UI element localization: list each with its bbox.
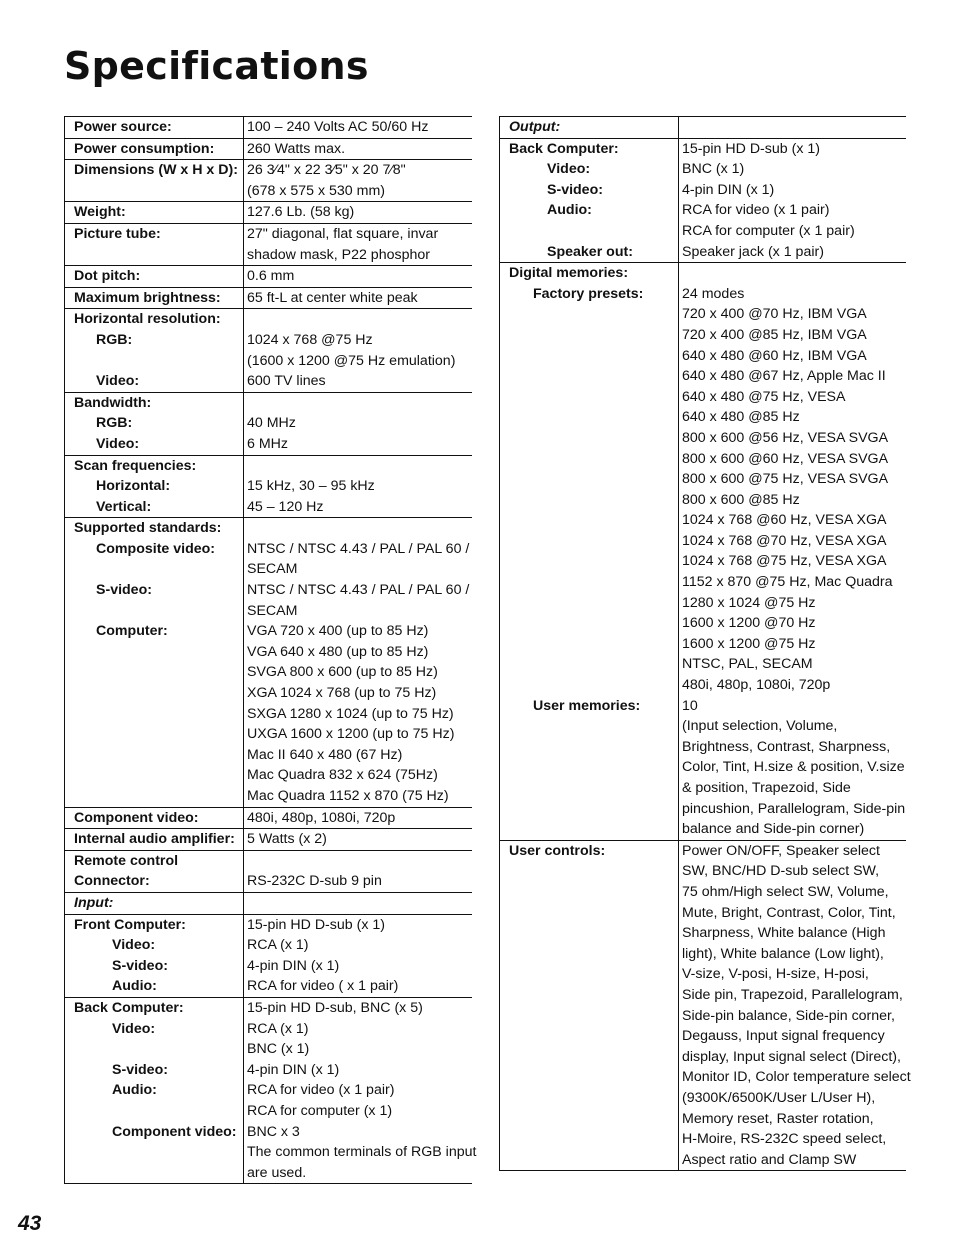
spec-value: 100 – 240 Volts AC 50/60 Hz	[247, 119, 429, 135]
spec-scan-frequencies	[64, 455, 472, 518]
spec-label: Front Computer:	[74, 916, 186, 933]
spec-value: (1600 x 1200 @75 Hz emulation)	[247, 352, 456, 369]
spec-sublabel: Speaker out:	[547, 243, 633, 260]
spec-value: VGA 720 x 400 (up to 85 Hz)	[247, 623, 429, 640]
spec-value: The common terminals of RGB input	[247, 1144, 477, 1161]
spec-label: Dot pitch:	[74, 268, 141, 285]
spec-value: 127.6 Lb. (58 kg)	[247, 204, 355, 221]
spec-sublabel: RGB:	[96, 415, 133, 432]
spec-value: 6 MHz	[247, 435, 288, 452]
spec-component-video	[64, 807, 472, 829]
spec-sublabel: S-video:	[547, 181, 603, 198]
spec-label: Horizontal resolution:	[74, 311, 221, 328]
spec-sublabel: Video:	[112, 937, 156, 954]
spec-value: NTSC / NTSC 4.43 / PAL / PAL 60 /	[247, 582, 470, 599]
spec-value: Mac II 640 x 480 (67 Hz)	[247, 746, 403, 763]
spec-value: XGA 1024 x 768 (up to 75 Hz)	[247, 685, 437, 702]
spec-sublabel: S-video:	[112, 957, 168, 974]
spec-value: 5 Watts (x 2)	[247, 831, 327, 848]
spec-value: 1280 x 1024 @75 Hz	[682, 594, 816, 611]
spec-value: 65 ft-L at center white peak	[247, 289, 418, 306]
spec-value: 480i, 480p, 1080i, 720p	[682, 677, 831, 694]
spec-value: SECAM	[247, 561, 298, 578]
spec-value: VGA 640 x 480 (up to 85 Hz)	[247, 643, 429, 660]
spec-sublabel: Audio:	[112, 978, 157, 995]
spec-value: Memory reset, Raster rotation,	[682, 1110, 874, 1127]
spec-value: 1024 x 768 @60 Hz, VESA XGA	[682, 512, 887, 529]
spec-value: Side pin, Trapezoid, Parallelogram,	[682, 986, 903, 1003]
spec-sublabel: RGB:	[96, 331, 133, 348]
spec-value: 260 Watts max.	[247, 140, 346, 157]
page-number: 43	[18, 1212, 42, 1235]
spec-value: 75 ohm/High select SW, Volume,	[682, 883, 889, 900]
spec-value: 4-pin DIN (x 1)	[247, 957, 340, 974]
spec-value: 24 modes	[682, 285, 745, 302]
spec-value: NTSC, PAL, SECAM	[682, 656, 813, 673]
spec-value: (Input selection, Volume,	[682, 718, 838, 735]
spec-front-computer	[64, 914, 472, 997]
spec-user-controls	[499, 840, 911, 1172]
spec-label: Remote control	[74, 852, 179, 869]
section-heading: Input:	[74, 894, 114, 911]
spec-value: 1152 x 870 @75 Hz, Mac Quadra	[682, 574, 893, 591]
spec-value: 600 TV lines	[247, 373, 326, 390]
spec-label: Weight:	[74, 204, 126, 221]
spec-value: UXGA 1600 x 1200 (up to 75 Hz)	[247, 726, 455, 743]
spec-value: Monitor ID, Color temperature select	[682, 1069, 911, 1086]
spec-power-consumption	[64, 138, 472, 160]
spec-sublabel: Computer:	[96, 623, 168, 640]
spec-sublabel: Factory presets:	[533, 285, 644, 302]
spec-supported-standards	[64, 517, 472, 806]
spec-internal-audio	[64, 828, 472, 850]
spec-label: Maximum brightness:	[74, 289, 221, 306]
spec-value: Power ON/OFF, Speaker select	[682, 842, 880, 859]
spec-value: 640 x 480 @75 Hz, VESA	[682, 388, 846, 405]
spec-value: 480i, 480p, 1080i, 720p	[247, 809, 396, 826]
spec-value: light), White balance (Low light),	[682, 945, 884, 962]
spec-value: 1600 x 1200 @75 Hz	[682, 635, 816, 652]
spec-value: RCA for computer (x 1)	[247, 1102, 393, 1119]
spec-value: 800 x 600 @60 Hz, VESA SVGA	[682, 450, 889, 467]
spec-label: Dimensions (W x H x D):	[74, 162, 238, 179]
spec-value: BNC x 3	[247, 1123, 300, 1140]
spec-label: Back Computer:	[74, 999, 184, 1016]
spec-label: Connector:	[74, 873, 150, 890]
spec-value: Side-pin balance, Side-pin corner,	[682, 1007, 895, 1024]
spec-value: shadow mask, P22 phosphor	[247, 246, 430, 263]
spec-sublabel: Video:	[96, 373, 140, 390]
spec-value: 4-pin DIN (x 1)	[247, 1061, 340, 1078]
spec-value: Color, Tint, H.size & position, V.size	[682, 759, 905, 776]
spec-label: Back Computer:	[509, 140, 619, 157]
spec-value: display, Input signal select (Direct),	[682, 1048, 901, 1065]
spec-value: BNC (x 1)	[247, 1041, 310, 1058]
spec-value: SW, BNC/HD D-sub select SW,	[682, 863, 880, 880]
spec-dot-pitch	[64, 265, 472, 287]
spec-table-right	[499, 116, 911, 1171]
spec-value: pincushion, Parallelogram, Side-pin	[682, 800, 906, 817]
spec-value: Brightness, Contrast, Sharpness,	[682, 738, 891, 755]
spec-value: 40 MHz	[247, 415, 296, 432]
spec-value: Speaker jack (x 1 pair)	[682, 243, 824, 260]
spec-value: 15 kHz, 30 – 95 kHz	[247, 478, 375, 495]
spec-value: RS-232C D-sub 9 pin	[247, 873, 382, 890]
spec-value: 4-pin DIN (x 1)	[682, 181, 775, 198]
spec-picture-tube	[64, 223, 472, 265]
spec-label: Scan frequencies:	[74, 457, 197, 474]
spec-dimensions	[64, 159, 472, 201]
spec-value: Degauss, Input signal frequency	[682, 1028, 885, 1045]
spec-value: Sharpness, White balance (High	[682, 925, 886, 942]
spec-back-computer-input	[64, 997, 477, 1184]
spec-value: 640 x 480 @60 Hz, IBM VGA	[682, 347, 867, 364]
spec-bandwidth	[64, 392, 472, 455]
spec-value: RCA (x 1)	[247, 937, 309, 954]
spec-value: Mac Quadra 1152 x 870 (75 Hz)	[247, 788, 449, 804]
spec-value: V-size, V-posi, H-size, H-posi,	[682, 966, 869, 983]
spec-value: are used.	[247, 1164, 307, 1181]
spec-value: 0.6 mm	[247, 268, 295, 285]
spec-max-brightness	[64, 287, 472, 309]
spec-output-header	[499, 116, 906, 138]
spec-label: Power source:	[74, 119, 172, 135]
spec-value: RCA (x 1)	[247, 1020, 309, 1037]
spec-value: SXGA 1280 x 1024 (up to 75 Hz)	[247, 705, 454, 722]
spec-value: RCA for video (x 1 pair)	[247, 1082, 395, 1099]
spec-value: RCA for video ( x 1 pair)	[247, 978, 399, 995]
spec-weight	[64, 201, 472, 223]
spec-value: 26 3⁄4" x 22 3⁄5" x 20 7⁄8"	[247, 162, 406, 179]
spec-label: Supported standards:	[74, 520, 222, 537]
section-heading: Output:	[509, 119, 561, 135]
spec-sublabel: User memories:	[533, 697, 641, 714]
spec-value: Mute, Bright, Contrast, Color, Tint,	[682, 904, 896, 921]
spec-value: RCA for computer (x 1 pair)	[682, 222, 855, 239]
spec-value: 640 x 480 @85 Hz	[682, 409, 800, 426]
spec-sublabel: S-video:	[96, 582, 152, 599]
spec-label: User controls:	[509, 842, 606, 859]
spec-value: 15-pin HD D-sub (x 1)	[682, 140, 820, 157]
spec-sublabel: Composite video:	[96, 540, 216, 557]
spec-input-header	[64, 892, 472, 914]
spec-value: RCA for video (x 1 pair)	[682, 202, 830, 219]
spec-sublabel: Video:	[547, 161, 591, 178]
spec-value: Aspect ratio and Clamp SW	[682, 1151, 857, 1168]
spec-value: 720 x 400 @70 Hz, IBM VGA	[682, 306, 867, 323]
spec-value: SECAM	[247, 602, 298, 619]
spec-sublabel: Audio:	[112, 1082, 157, 1099]
spec-sublabel: S-video:	[112, 1061, 168, 1078]
spec-table-left	[64, 116, 477, 1184]
spec-value: 45 – 120 Hz	[247, 498, 324, 515]
spec-value: NTSC / NTSC 4.43 / PAL / PAL 60 /	[247, 540, 470, 557]
spec-value: 720 x 400 @85 Hz, IBM VGA	[682, 326, 867, 343]
spec-sublabel: Vertical:	[96, 498, 152, 515]
spec-remote-control	[64, 850, 472, 892]
spec-power-source	[64, 116, 472, 138]
page-title: Specifications	[64, 44, 369, 88]
spec-value: 15-pin HD D-sub (x 1)	[247, 916, 385, 933]
spec-value: 10	[682, 697, 698, 714]
spec-sublabel: Horizontal:	[96, 478, 171, 495]
spec-value: & position, Trapezoid, Side	[682, 780, 851, 796]
spec-value: 1024 x 768 @75 Hz	[247, 331, 373, 348]
spec-value: (9300K/6500K/User L/User H),	[682, 1089, 876, 1106]
spec-value: 1024 x 768 @75 Hz, VESA XGA	[682, 553, 887, 570]
spec-horizontal-resolution	[64, 308, 472, 391]
spec-sublabel: Video:	[112, 1020, 156, 1037]
spec-label: Picture tube:	[74, 225, 161, 242]
spec-back-computer-output	[499, 138, 906, 263]
spec-value: (678 x 575 x 530 mm)	[247, 182, 385, 199]
spec-value: SVGA 800 x 600 (up to 85 Hz)	[247, 664, 438, 681]
spec-value: balance and Side-pin corner)	[682, 821, 865, 838]
spec-sublabel: Component video:	[112, 1123, 237, 1140]
spec-value: Mac Quadra 832 x 624 (75Hz)	[247, 767, 438, 784]
spec-value: BNC (x 1)	[682, 161, 745, 178]
spec-value: 1600 x 1200 @70 Hz	[682, 615, 816, 632]
spec-value: 800 x 600 @56 Hz, VESA SVGA	[682, 429, 889, 446]
spec-value: 1024 x 768 @70 Hz, VESA XGA	[682, 532, 887, 549]
spec-label: Bandwidth:	[74, 394, 152, 411]
spec-value: 640 x 480 @67 Hz, Apple Mac II	[682, 368, 886, 385]
spec-sublabel: Audio:	[547, 202, 592, 219]
spec-value: 800 x 600 @75 Hz, VESA SVGA	[682, 471, 889, 488]
spec-label: Component video:	[74, 809, 199, 826]
spec-value: 15-pin HD D-sub, BNC (x 5)	[247, 999, 423, 1016]
spec-value: H-Moire, RS-232C speed select,	[682, 1131, 887, 1148]
spec-sublabel: Video:	[96, 435, 140, 452]
spec-label: Digital memories:	[509, 265, 629, 282]
spec-digital-memories	[499, 262, 906, 840]
spec-label: Internal audio amplifier:	[74, 831, 235, 848]
spec-value: 27" diagonal, flat square, invar	[247, 225, 439, 242]
spec-value: 800 x 600 @85 Hz	[682, 491, 800, 508]
spec-label: Power consumption:	[74, 140, 215, 157]
